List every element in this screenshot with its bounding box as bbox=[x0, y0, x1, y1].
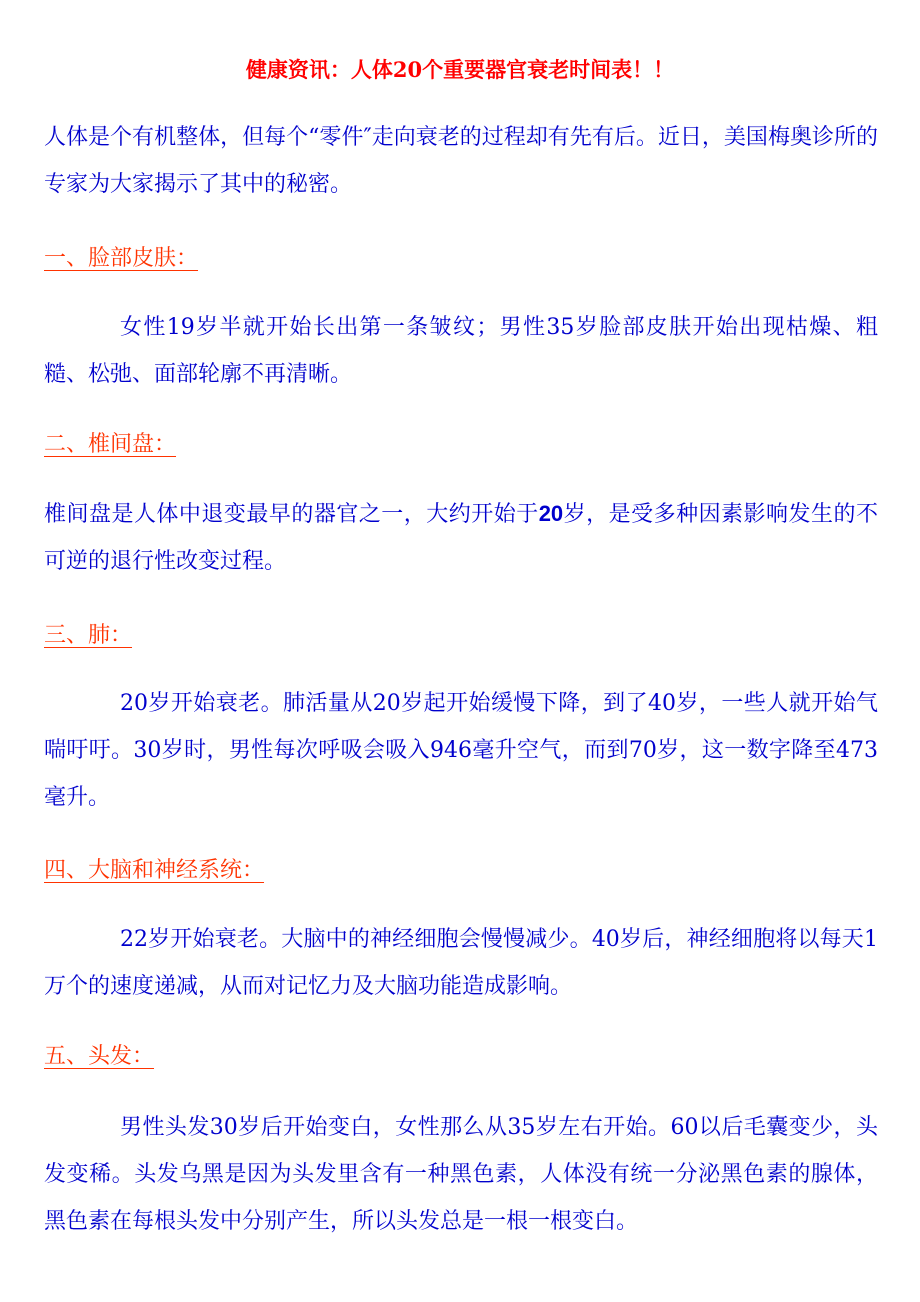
section-heading-intervertebral-disc: 二、椎间盘： bbox=[44, 432, 177, 457]
section-heading-lungs: 三、肺： bbox=[44, 623, 133, 648]
intro-paragraph: 人体是个有机整体，但每个“零件″走向衰老的过程却有先有后。近日，美国梅奥诊所的专家为大家揭示了其中的秘密。 bbox=[44, 125, 878, 197]
section-heading-hair: 五、头发： bbox=[44, 1044, 155, 1069]
section-heading-face-skin: 一、脸部皮肤： bbox=[44, 246, 199, 271]
section-text-intervertebral-disc bbox=[44, 490, 878, 585]
disc-text-after: 岁，是受多种因素影响发生的不可逆的退行性改变过程。 bbox=[44, 502, 878, 574]
section-text-brain-nervous-system: 22岁开始衰老。大脑中的神经细胞会慢慢减少。40岁后，神经细胞将以每天1万个的速度递减，从而对记忆力及大脑功能造成影响。 bbox=[44, 927, 878, 999]
section-text-lungs: 20岁开始衰老。肺活量从20岁起开始缓慢下降，到了40岁，一些人就开始气喘吁吁。30岁时，男性每次呼吸会吸入946毫升空气，而到70岁，这一数字降至473毫升。 bbox=[44, 691, 878, 810]
section-heading-brain-nervous-system: 四、大脑和神经系统： bbox=[44, 858, 265, 883]
disc-text-before: 椎间盘是人体中退变最早的器官之一，大约开始于 bbox=[44, 502, 539, 527]
section-text-face-skin: 女性19岁半就开始长出第一条皱纹；男性35岁脸部皮肤开始出现枯燥、粗糙、松弛、面部轮廓不再清晰。 bbox=[44, 315, 878, 387]
document-title: 健康资讯：人体20个重要器官衰老时间表！！ bbox=[245, 57, 675, 82]
section-text-hair: 男性头发30岁后开始变白，女性那么从35岁左右开始。60以后毛囊变少，头发变稀。头发乌黑是因为头发里含有一种黑色素，人体没有统一分泌黑色素的腺体，黑色素在每根头发中分别产生，所以头发总是一根一根变白。 bbox=[44, 1115, 878, 1234]
disc-age-number: 20 bbox=[538, 501, 564, 526]
